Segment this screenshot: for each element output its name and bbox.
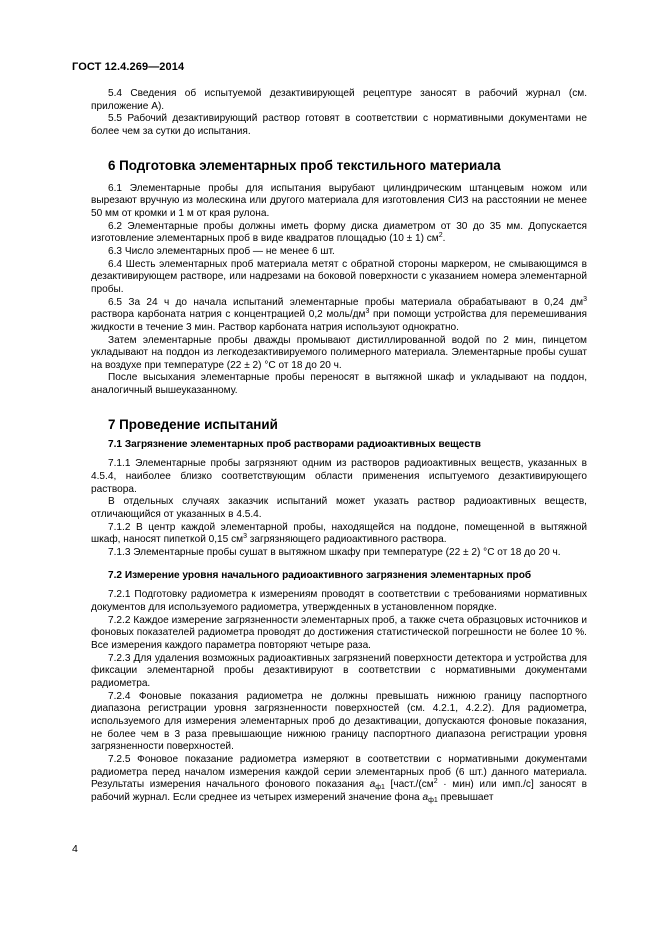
paragraph-6-4: 6.4 Шесть элементарных проб материала метят с обратной стороны маркером, не смывающимся в дезактивирующем растворе, или надрезами на боковой поверхности с указанием номера элементарной пробы. <box>91 258 587 295</box>
superscript: 3 <box>583 295 587 303</box>
subscript: ф1 <box>428 796 438 804</box>
period: . <box>442 233 446 245</box>
standard-header: ГОСТ 12.4.269—2014 <box>72 61 185 73</box>
page-number: 4 <box>72 843 78 855</box>
superscript: 3 <box>365 308 370 316</box>
paragraph-6-5-part-c: при помощи устройства для перемешивания жидкости в течение 3 мин. Раствор карбоната натрия используют однократно. <box>91 309 587 333</box>
paragraph-6-1: 6.1 Элементарные пробы для испытания вырубают цилиндрическим штанцевым ножом или вырезают вручную из молескина или другого материала для изготовления СИЗ на расстоянии не менее 50 мм от кромки и 1 м от края рулона. <box>91 182 587 219</box>
page-content <box>91 88 587 805</box>
paragraph-6-2-text: 6.2 Элементарные пробы должны иметь форму диска диаметром от 30 до 35 мм. Допускается изготовление элементарных проб в виде квадратов площадью (10 ± 1) см <box>91 220 587 245</box>
paragraph-7-1-3: 7.1.3 Элементарные пробы сушат в вытяжном шкафу при температуре (22 ± 2) °С от 18 до 20 ч. <box>108 547 561 559</box>
paragraph-6-3: 6.3 Число элементарных проб — не менее 6 шт. <box>108 245 335 257</box>
paragraph-7-1-1b: В отдельных случаях заказчик испытаний может указать раствор радиоактивных веществ, отличающийся от указанных в 4.5.4. <box>91 496 587 521</box>
paragraph-7-1-1: 7.1.1 Элементарные пробы загрязняют одним из растворов радиоактивных веществ, указанных в 4.5.4, наиболее близко соответствующим области применения испытуемого дезактивирующего раствора. <box>91 458 587 495</box>
paragraph-7-2-5 <box>91 754 587 805</box>
paragraph-7-2-5-part-c: · мин) или имп./с] заносят в рабочий журнал. Если среднее из четырех измерений значение фона <box>91 779 587 803</box>
paragraph-5-4: 5.4 Сведения об испытуемой дезактивирующей рецептуре заносят в рабочий журнал (см. приложение А). <box>91 88 587 112</box>
subsection-7-1-title: 7.1 Загрязнение элементарных проб растворами радиоактивных веществ <box>108 438 481 450</box>
symbol-a: a <box>369 779 376 791</box>
paragraph-7-2-1: 7.2.1 Подготовку радиометра к измерениям проводят в соответствии с требованиями нормативных документов для используемого радиометра, утвержденных в установленном порядке. <box>91 589 587 613</box>
paragraph-7-2-2: 7.2.2 Каждое измерение загрязненности элементарных проб, а также счета образцовых источников и фоновых показателей радиометра проводят до достижения статистической погрешности не более 10 %. Все измерения каждого параметра повторяют четыре раза. <box>91 614 587 651</box>
paragraph-6-2 <box>91 221 587 246</box>
subscript: ф1 <box>375 784 385 792</box>
paragraph-7-2-5-part-b: [част./(см <box>384 779 434 791</box>
superscript: 2 <box>438 232 443 240</box>
paragraph-6-5-part-a: 6.5 За 24 ч до начала испытаний элементарные пробы материала обрабатывают в 0,24 дм <box>108 296 584 308</box>
paragraph-7-1-2-part-b: загрязняющего радиоактивного раствора. <box>246 534 447 546</box>
superscript: 2 <box>433 778 438 786</box>
section-6-title: 6 Подготовка элементарных проб текстильного материала <box>108 157 501 173</box>
paragraph-7-2-3: 7.2.3 Для удаления возможных радиоактивных загрязнений поверхности детектора и устройства для фиксации элементарной пробы дезактивируют в соответствии с нормативными документами радиометра. <box>91 652 587 689</box>
paragraph-6-5-part-b: раствора карбоната натрия с концентрацией 0,2 моль/дм <box>91 309 366 321</box>
symbol-a: a <box>422 791 429 803</box>
subsection-7-2-title: 7.2 Измерение уровня начального радиоактивного загрязнения элементарных проб <box>108 569 532 581</box>
paragraph-7-2-5-part-d: превышает <box>437 791 494 803</box>
superscript: 3 <box>243 533 247 541</box>
paragraph-7-1-2-part-a: 7.1.2 В центр каждой элементарной пробы, находящейся на поддоне, помещенной в вытяжной шкаф, наносят пипеткой 0,15 см <box>91 521 587 546</box>
paragraph-5-5: 5.5 Рабочий дезактивирующий раствор готовят в соответствии с нормативными документами не более чем за сутки до испытания. <box>91 113 587 137</box>
paragraph-7-1-2 <box>91 522 587 547</box>
paragraph-7-2-4: 7.2.4 Фоновые показания радиометра не должны превышать нижнюю границу паспортного диапазона регистрации уровня загрязненности поверхностей (см. 4.2.1, 4.2.2). Для радиометра, используемого для измерения элементарных проб до дезактивации, допускаются фоновые показания, не более чем в 3 раза превышающие нижнюю границу паспортного диапазона регистрации уровня загрязненности поверхностей. <box>91 690 587 753</box>
paragraph-7-2-5-part-a: 7.2.5 Фоновое показание радиометра измеряют в соответствии с нормативными документами радиометра перед началом измерения каждой серии элементарных проб (6 шт.) данного материала. Результаты измерения начального фонового показания <box>91 753 587 791</box>
paragraph-6-5-wash: Затем элементарные пробы дважды промывают дистиллированной водой по 2 мин, пинцетом укладывают на поддон из легкодезактивируемого полимерного материала. Элементарные пробы сушат на воздухе при температуре (22 ± 2) °С от 18 до 20 ч. <box>91 334 587 371</box>
section-7-title: 7 Проведение испытаний <box>108 416 278 432</box>
paragraph-6-5 <box>91 297 587 335</box>
paragraph-6-5-after: После высыхания элементарные пробы переносят в вытяжной шкаф и укладывают на поддон, аналогичный вышеуказанному. <box>91 372 587 397</box>
